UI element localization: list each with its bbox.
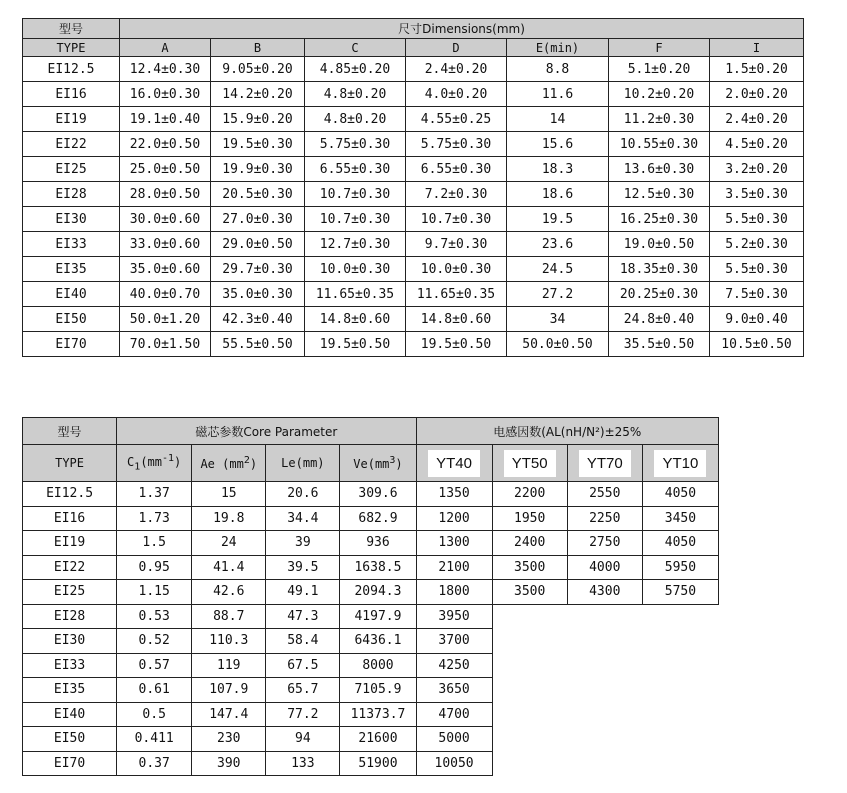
le-cell: 49.1 xyxy=(266,580,340,605)
ae-cell: 147.4 xyxy=(192,702,266,727)
al-cell xyxy=(642,702,718,727)
al-cell xyxy=(642,751,718,776)
ae-cell: 119 xyxy=(192,653,266,678)
dimension-cell: 9.05±0.20 xyxy=(211,57,305,82)
dimension-cell: 24.5 xyxy=(507,257,609,282)
dimension-cell: 9.0±0.40 xyxy=(710,307,804,332)
le-cell: 94 xyxy=(266,727,340,752)
le-cell: 58.4 xyxy=(266,629,340,654)
al-cell: 3450 xyxy=(642,506,718,531)
table-row xyxy=(23,332,804,357)
c1-cell: 0.95 xyxy=(117,555,192,580)
table-row xyxy=(23,257,804,282)
al-cell: 3500 xyxy=(492,555,567,580)
table-row xyxy=(23,232,804,257)
ae-cell: 42.6 xyxy=(192,580,266,605)
dimensions-table xyxy=(22,18,804,357)
dimension-cell: 7.5±0.30 xyxy=(710,282,804,307)
model-cell: EI28 xyxy=(23,604,117,629)
al-cell: 2250 xyxy=(567,506,642,531)
ae-cell: 15 xyxy=(192,482,266,507)
model-cell: EI40 xyxy=(23,702,117,727)
dimension-column-header: F xyxy=(609,39,710,57)
model-header-cn: 型号 xyxy=(23,19,120,39)
dimension-column-header: I xyxy=(710,39,804,57)
ae-header: Ae $(mm^2)$ xyxy=(192,445,266,482)
dimension-cell: 6.55±0.30 xyxy=(305,157,406,182)
al-cell xyxy=(492,727,567,752)
dimensions-group-header xyxy=(120,19,804,39)
dimension-cell: 3.5±0.30 xyxy=(710,182,804,207)
dimension-cell: 2.4±0.20 xyxy=(710,107,804,132)
model-cell: EI70 xyxy=(23,332,120,357)
al-cell: 3650 xyxy=(416,678,492,703)
dimension-cell: 2.0±0.20 xyxy=(710,82,804,107)
dimension-cell: 12.4±0.30 xyxy=(120,57,211,82)
al-cell: 2400 xyxy=(492,531,567,556)
model-cell: EI19 xyxy=(23,531,117,556)
grade-label: YT10 xyxy=(654,450,706,477)
dimension-cell: 10.0±0.30 xyxy=(305,257,406,282)
dimension-cell: 14.2±0.20 xyxy=(211,82,305,107)
model-cell: EI12.5 xyxy=(23,482,117,507)
le-cell: 20.6 xyxy=(266,482,340,507)
dimension-cell: 55.5±0.50 xyxy=(211,332,305,357)
le-cell: 34.4 xyxy=(266,506,340,531)
table-row xyxy=(23,751,719,776)
le-cell: 77.2 xyxy=(266,702,340,727)
ve-cell: 4197.9 xyxy=(340,604,416,629)
dimension-cell: 19.1±0.40 xyxy=(120,107,211,132)
dimension-cell: 35.0±0.30 xyxy=(211,282,305,307)
table-row xyxy=(23,107,804,132)
ve-cell: 682.9 xyxy=(340,506,416,531)
al-cell xyxy=(492,678,567,703)
al-cell: 2550 xyxy=(567,482,642,507)
al-cell: 4250 xyxy=(416,653,492,678)
al-cell xyxy=(567,604,642,629)
grade-label: YT50 xyxy=(504,450,556,477)
al-cell: 4050 xyxy=(642,482,718,507)
dimension-column-header: B xyxy=(211,39,305,57)
dimension-cell: 33.0±0.60 xyxy=(120,232,211,257)
c1-cell: 0.53 xyxy=(117,604,192,629)
c1-header: $C_1(mm^{-1})$ xyxy=(117,445,192,482)
dimension-cell: 27.0±0.30 xyxy=(211,207,305,232)
dimension-cell: 5.75±0.30 xyxy=(305,132,406,157)
al-cell xyxy=(492,751,567,776)
ve-cell: 11373.7 xyxy=(340,702,416,727)
al-cell: 5000 xyxy=(416,727,492,752)
al-cell xyxy=(642,604,718,629)
dimension-cell: 29.0±0.50 xyxy=(211,232,305,257)
al-cell xyxy=(492,629,567,654)
model-cell: EI50 xyxy=(23,307,120,332)
al-cell xyxy=(567,702,642,727)
model-cell: EI19 xyxy=(23,107,120,132)
c1-cell: 1.15 xyxy=(117,580,192,605)
ae-cell: 24 xyxy=(192,531,266,556)
c1-cell: 1.73 xyxy=(117,506,192,531)
model-cell: EI30 xyxy=(23,629,117,654)
dimension-column-header: C xyxy=(305,39,406,57)
dimension-column-header: D xyxy=(406,39,507,57)
dimension-cell: 13.6±0.30 xyxy=(609,157,710,182)
model-cell: EI30 xyxy=(23,207,120,232)
dimension-cell: 11.2±0.30 xyxy=(609,107,710,132)
dimension-cell: 3.2±0.20 xyxy=(710,157,804,182)
dimension-cell: 4.8±0.20 xyxy=(305,107,406,132)
table-row xyxy=(23,82,804,107)
c1-cell: 0.411 xyxy=(117,727,192,752)
dimension-cell: 10.2±0.20 xyxy=(609,82,710,107)
dimension-cell: 22.0±0.50 xyxy=(120,132,211,157)
dimension-cell: 20.5±0.30 xyxy=(211,182,305,207)
table-row xyxy=(23,307,804,332)
ae-cell: 88.7 xyxy=(192,604,266,629)
grade-header-yt10 xyxy=(642,445,718,482)
dimension-cell: 20.25±0.30 xyxy=(609,282,710,307)
model-cell: EI25 xyxy=(23,157,120,182)
dimension-cell: 19.5 xyxy=(507,207,609,232)
table-row xyxy=(23,629,719,654)
dimension-cell: 4.5±0.20 xyxy=(710,132,804,157)
al-cell xyxy=(567,653,642,678)
model-cell: EI33 xyxy=(23,653,117,678)
le-cell: 133 xyxy=(266,751,340,776)
dimension-cell: 23.6 xyxy=(507,232,609,257)
dimension-cell: 18.35±0.30 xyxy=(609,257,710,282)
ve-cell: 51900 xyxy=(340,751,416,776)
model-cell: EI70 xyxy=(23,751,117,776)
core-parameter-group-header: 磁芯参数Core Parameter xyxy=(117,418,416,445)
dimension-cell: 5.5±0.30 xyxy=(710,257,804,282)
dimension-cell: 16.25±0.30 xyxy=(609,207,710,232)
dimension-cell: 19.0±0.50 xyxy=(609,232,710,257)
dimension-cell: 4.0±0.20 xyxy=(406,82,507,107)
ve-cell: 21600 xyxy=(340,727,416,752)
c1-cell: 0.37 xyxy=(117,751,192,776)
table-row xyxy=(23,555,719,580)
ae-cell: 107.9 xyxy=(192,678,266,703)
table-row xyxy=(23,182,804,207)
dimension-cell: 4.55±0.25 xyxy=(406,107,507,132)
dimension-column-header: A xyxy=(120,39,211,57)
model-cell: EI22 xyxy=(23,555,117,580)
ae-cell: 110.3 xyxy=(192,629,266,654)
dimension-cell: 6.55±0.30 xyxy=(406,157,507,182)
al-cell: 2750 xyxy=(567,531,642,556)
dimension-cell: 4.8±0.20 xyxy=(305,82,406,107)
dimension-cell: 12.5±0.30 xyxy=(609,182,710,207)
ve-cell: 7105.9 xyxy=(340,678,416,703)
dimension-cell: 30.0±0.60 xyxy=(120,207,211,232)
ve-header: $Ve(mm^3)$ xyxy=(340,445,416,482)
dimension-cell: 19.9±0.30 xyxy=(211,157,305,182)
al-cell: 1200 xyxy=(416,506,492,531)
table-row xyxy=(23,580,719,605)
model-cell: EI16 xyxy=(23,82,120,107)
dimension-cell: 10.7±0.30 xyxy=(305,207,406,232)
c1-cell: 0.52 xyxy=(117,629,192,654)
dimension-cell: 10.0±0.30 xyxy=(406,257,507,282)
c1-cell: 0.5 xyxy=(117,702,192,727)
table-row xyxy=(23,727,719,752)
c1-cell: 1.37 xyxy=(117,482,192,507)
al-cell: 2200 xyxy=(492,482,567,507)
grade-header-yt50 xyxy=(492,445,567,482)
dimension-cell: 34 xyxy=(507,307,609,332)
ve-cell: 8000 xyxy=(340,653,416,678)
dimension-cell: 18.6 xyxy=(507,182,609,207)
le-cell: 65.7 xyxy=(266,678,340,703)
dimension-cell: 15.9±0.20 xyxy=(211,107,305,132)
grade-header-yt40 xyxy=(416,445,492,482)
model-cell: EI28 xyxy=(23,182,120,207)
model-cell: EI35 xyxy=(23,257,120,282)
table-row xyxy=(23,702,719,727)
dimension-cell: 40.0±0.70 xyxy=(120,282,211,307)
ae-cell: 390 xyxy=(192,751,266,776)
dimension-cell: 11.6 xyxy=(507,82,609,107)
al-group-header: 电感因数(AL(nH/N²)±25% xyxy=(416,418,718,445)
al-cell: 1950 xyxy=(492,506,567,531)
table-row xyxy=(23,157,804,182)
ae-cell: 230 xyxy=(192,727,266,752)
model-cell: EI25 xyxy=(23,580,117,605)
al-cell: 1350 xyxy=(416,482,492,507)
dimension-cell: 35.5±0.50 xyxy=(609,332,710,357)
al-cell: 3700 xyxy=(416,629,492,654)
param-model-header-cn: 型号 xyxy=(23,418,117,445)
model-header-en: TYPE xyxy=(23,39,120,57)
al-cell xyxy=(642,727,718,752)
table-row xyxy=(23,57,804,82)
dimension-cell: 70.0±1.50 xyxy=(120,332,211,357)
table-row xyxy=(23,604,719,629)
dimension-cell: 5.75±0.30 xyxy=(406,132,507,157)
al-cell xyxy=(492,604,567,629)
dimension-cell: 7.2±0.30 xyxy=(406,182,507,207)
table-row xyxy=(23,506,719,531)
dimension-cell: 14 xyxy=(507,107,609,132)
le-cell: 39 xyxy=(266,531,340,556)
dimension-cell: 29.7±0.30 xyxy=(211,257,305,282)
al-cell: 4700 xyxy=(416,702,492,727)
dimension-cell: 25.0±0.50 xyxy=(120,157,211,182)
c1-cell: 0.61 xyxy=(117,678,192,703)
dimension-cell: 10.5±0.50 xyxy=(710,332,804,357)
param-model-header-en: TYPE xyxy=(23,445,117,482)
le-header: Le(mm) xyxy=(266,445,340,482)
dimension-cell: 11.65±0.35 xyxy=(406,282,507,307)
le-cell: 67.5 xyxy=(266,653,340,678)
table-row xyxy=(23,207,804,232)
table-row xyxy=(23,531,719,556)
al-cell: 3950 xyxy=(416,604,492,629)
al-cell: 5750 xyxy=(642,580,718,605)
dimension-cell: 10.55±0.30 xyxy=(609,132,710,157)
dimension-column-header: E(min) xyxy=(507,39,609,57)
dimension-cell: 16.0±0.30 xyxy=(120,82,211,107)
ve-cell: 936 xyxy=(340,531,416,556)
dimension-cell: 50.0±0.50 xyxy=(507,332,609,357)
al-cell: 4300 xyxy=(567,580,642,605)
table-row xyxy=(23,132,804,157)
dimension-cell: 18.3 xyxy=(507,157,609,182)
le-cell: 47.3 xyxy=(266,604,340,629)
dimension-cell: 11.65±0.35 xyxy=(305,282,406,307)
dimension-cell: 14.8±0.60 xyxy=(406,307,507,332)
model-cell: EI33 xyxy=(23,232,120,257)
al-cell xyxy=(492,653,567,678)
c1-cell: 0.57 xyxy=(117,653,192,678)
model-cell: EI12.5 xyxy=(23,57,120,82)
core-parameter-table xyxy=(22,417,719,776)
dimension-cell: 9.7±0.30 xyxy=(406,232,507,257)
al-cell xyxy=(642,629,718,654)
dimension-cell: 35.0±0.60 xyxy=(120,257,211,282)
table-row xyxy=(23,653,719,678)
model-cell: EI40 xyxy=(23,282,120,307)
dimensions-group-header-text: 尺寸Dimensions(mm) xyxy=(398,22,525,36)
dimension-cell: 8.8 xyxy=(507,57,609,82)
al-cell: 10050 xyxy=(416,751,492,776)
model-cell: EI35 xyxy=(23,678,117,703)
dimension-cell: 15.6 xyxy=(507,132,609,157)
al-cell xyxy=(567,751,642,776)
ae-cell: 19.8 xyxy=(192,506,266,531)
dimension-cell: 19.5±0.50 xyxy=(406,332,507,357)
table-row xyxy=(23,282,804,307)
table-row xyxy=(23,482,719,507)
ve-cell: 2094.3 xyxy=(340,580,416,605)
dimension-cell: 42.3±0.40 xyxy=(211,307,305,332)
dimension-cell: 10.7±0.30 xyxy=(406,207,507,232)
model-cell: EI16 xyxy=(23,506,117,531)
grade-label: YT40 xyxy=(428,450,480,477)
ae-cell: 41.4 xyxy=(192,555,266,580)
table-row xyxy=(23,678,719,703)
al-cell: 5950 xyxy=(642,555,718,580)
dimension-cell: 24.8±0.40 xyxy=(609,307,710,332)
grade-header-yt70 xyxy=(567,445,642,482)
al-cell: 2100 xyxy=(416,555,492,580)
al-cell xyxy=(642,653,718,678)
ve-cell: 1638.5 xyxy=(340,555,416,580)
dimension-cell: 50.0±1.20 xyxy=(120,307,211,332)
al-cell xyxy=(567,629,642,654)
al-cell xyxy=(567,727,642,752)
ve-cell: 6436.1 xyxy=(340,629,416,654)
dimension-cell: 19.5±0.30 xyxy=(211,132,305,157)
grade-label: YT70 xyxy=(579,450,631,477)
dimension-cell: 19.5±0.50 xyxy=(305,332,406,357)
dimension-cell: 5.1±0.20 xyxy=(609,57,710,82)
dimension-cell: 10.7±0.30 xyxy=(305,182,406,207)
dimension-cell: 14.8±0.60 xyxy=(305,307,406,332)
dimension-cell: 27.2 xyxy=(507,282,609,307)
dimension-cell: 28.0±0.50 xyxy=(120,182,211,207)
c1-cell: 1.5 xyxy=(117,531,192,556)
dimension-cell: 2.4±0.20 xyxy=(406,57,507,82)
al-cell: 4050 xyxy=(642,531,718,556)
al-cell xyxy=(567,678,642,703)
dimension-cell: 12.7±0.30 xyxy=(305,232,406,257)
al-cell: 4000 xyxy=(567,555,642,580)
al-cell: 3500 xyxy=(492,580,567,605)
al-cell xyxy=(492,702,567,727)
ve-cell: 309.6 xyxy=(340,482,416,507)
dimension-cell: 5.2±0.30 xyxy=(710,232,804,257)
le-cell: 39.5 xyxy=(266,555,340,580)
dimension-cell: 4.85±0.20 xyxy=(305,57,406,82)
al-cell: 1300 xyxy=(416,531,492,556)
model-cell: EI50 xyxy=(23,727,117,752)
dimension-cell: 1.5±0.20 xyxy=(710,57,804,82)
al-cell: 1800 xyxy=(416,580,492,605)
al-cell xyxy=(642,678,718,703)
model-cell: EI22 xyxy=(23,132,120,157)
dimension-cell: 5.5±0.30 xyxy=(710,207,804,232)
